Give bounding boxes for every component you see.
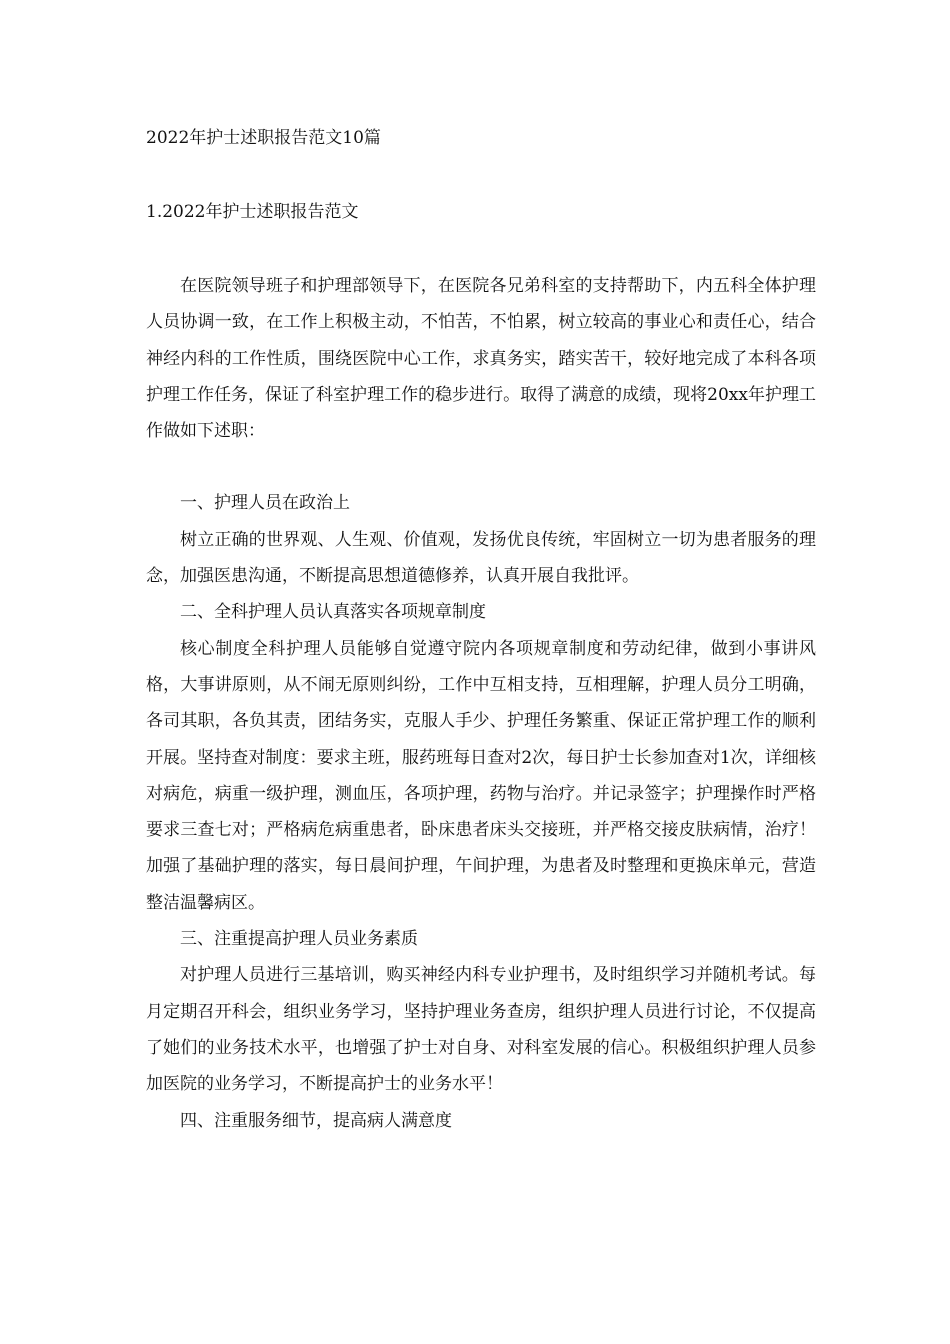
section-paragraph-3: 对护理人员进行三基培训，购买神经内科专业护理书，及时组织学习并随机考试。每月定期召开科会，组织业务学习，坚持护理业务查房，组织护理人员进行讨论，不仅提高了她们的业务技术水平，也增强了护士对自身、对科室发展的信心。积极组织护理人员参加医院的业务学习，不断提高护士的业务水平！ [146, 965, 816, 1095]
section-heading-3: 三、注重提高护理人员业务素质 [180, 929, 418, 950]
paragraph-gap [146, 449, 816, 485]
section-heading-1: 一、护理人员在政治上 [180, 493, 350, 514]
section-paragraph-2: 核心制度全科护理人员能够自觉遵守院内各项规章制度和劳动纪律，做到小事讲风格，大事讲原则，从不闹无原则纠纷，工作中互相支持，互相理解，护理人员分工明确，各司其职，各负其责，团结务实，克服人手少、护理任务繁重、保证正常护理工作的顺利开展。坚持查对制度：要求主班，服药班每日查对2次，每日护士长参加查对1次，详细核对病危，病重一级护理，测血压，各项护理，药物与治疗。并记录签字；护理操作时严格要求三查七对；严格病危病重患者，卧床患者床头交接班，并严格交接皮肤病情，治疗！加强了基础护理的落实，每日晨间护理，午间护理，为患者及时整理和更换床单元，营造整洁温馨病区。 [146, 638, 816, 913]
section-heading-4: 四、注重服务细节，提高病人满意度 [180, 1110, 452, 1131]
section-paragraph-1: 树立正确的世界观、人生观、价值观，发扬优良传统，牢固树立一切为患者服务的理念，加强医患沟通，不断提高思想道德修养，认真开展自我批评。 [146, 529, 816, 587]
document-body [146, 268, 816, 1139]
document-subtitle: 1.2022年护士述职报告范文 [146, 202, 359, 222]
intro-paragraph: 在医院领导班子和护理部领导下，在医院各兄弟科室的支持帮助下，内五科全体护理人员协调一致，在工作上积极主动，不怕苦，不怕累，树立较高的事业心和责任心，结合神经内科的工作性质，围绕医院中心工作，求真务实，踏实苦干，较好地完成了本科各项护理工作任务，保证了科室护理工作的稳步进行。取得了满意的成绩，现将20xx年护理工作做如下述职： [146, 276, 816, 442]
section-heading-2: 二、全科护理人员认真落实各项规章制度 [180, 602, 486, 623]
document-title: 2022年护士述职报告范文10篇 [146, 128, 381, 148]
